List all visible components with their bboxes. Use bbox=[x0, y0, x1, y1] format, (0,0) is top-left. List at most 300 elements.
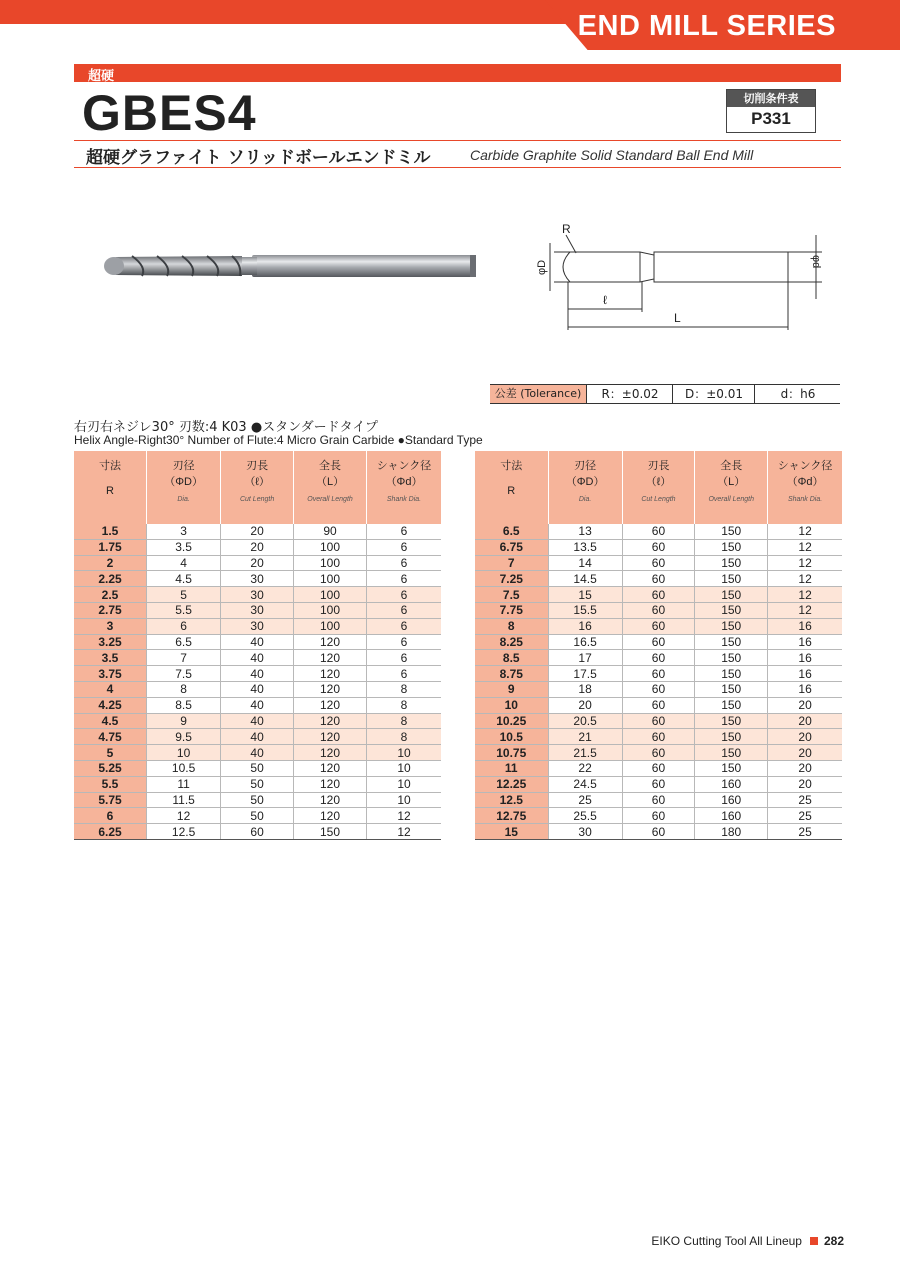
tool-photo bbox=[102, 245, 480, 289]
column-header-symbol: （L） bbox=[315, 476, 345, 488]
cell-cut-length: 60 bbox=[622, 571, 695, 587]
table-row bbox=[74, 808, 441, 824]
cell-dia: 9 bbox=[146, 713, 220, 729]
table-row bbox=[74, 697, 441, 713]
cell-overall-length: 180 bbox=[695, 824, 768, 840]
cell-overall-length: 100 bbox=[293, 571, 366, 587]
table-row bbox=[475, 650, 842, 666]
table-row bbox=[475, 634, 842, 650]
tool-shank bbox=[252, 255, 474, 277]
cell-dia: 16 bbox=[548, 618, 622, 634]
column-header bbox=[293, 451, 366, 524]
cell-overall-length: 120 bbox=[293, 650, 366, 666]
table-row bbox=[74, 792, 441, 808]
cell-cut-length: 60 bbox=[622, 555, 695, 571]
table-row bbox=[74, 555, 441, 571]
footer bbox=[651, 1234, 844, 1248]
cell-dia: 24.5 bbox=[548, 776, 622, 792]
cell-r: 10.75 bbox=[475, 745, 548, 761]
cell-shank-dia: 20 bbox=[768, 760, 842, 776]
cell-cut-length: 40 bbox=[221, 713, 294, 729]
cell-cut-length: 60 bbox=[622, 792, 695, 808]
cell-r: 4 bbox=[74, 681, 146, 697]
product-name-en: Carbide Graphite Solid Standard Ball End Mill bbox=[470, 147, 754, 163]
cell-overall-length: 100 bbox=[293, 618, 366, 634]
kind-bar bbox=[74, 64, 841, 82]
cell-overall-length: 120 bbox=[293, 634, 366, 650]
cell-dia: 17 bbox=[548, 650, 622, 666]
column-header-en: Overall Length bbox=[307, 496, 353, 503]
cell-dia: 21.5 bbox=[548, 745, 622, 761]
cell-overall-length: 120 bbox=[293, 792, 366, 808]
cell-dia: 25.5 bbox=[548, 808, 622, 824]
cell-overall-length: 120 bbox=[293, 760, 366, 776]
cell-cut-length: 60 bbox=[622, 745, 695, 761]
size-table-left bbox=[74, 451, 441, 840]
column-header-jp: 刃長 bbox=[246, 460, 269, 472]
column-header bbox=[768, 451, 842, 524]
cell-shank-dia: 12 bbox=[367, 808, 441, 824]
cell-r: 11 bbox=[475, 760, 548, 776]
cell-overall-length: 120 bbox=[293, 776, 366, 792]
cell-r: 3.5 bbox=[74, 650, 146, 666]
cell-shank-dia: 6 bbox=[367, 539, 441, 555]
column-header-jp: 刃径 bbox=[172, 460, 195, 472]
column-header-symbol: （L） bbox=[717, 476, 746, 488]
table-row bbox=[74, 539, 441, 555]
cell-cut-length: 40 bbox=[221, 729, 294, 745]
column-header-symbol: R bbox=[507, 485, 516, 497]
cell-r: 9 bbox=[475, 681, 548, 697]
cell-dia: 3 bbox=[146, 524, 220, 539]
table-row bbox=[475, 666, 842, 682]
cell-shank-dia: 10 bbox=[367, 760, 441, 776]
column-header bbox=[367, 451, 441, 524]
cell-cut-length: 60 bbox=[622, 681, 695, 697]
table-row bbox=[475, 776, 842, 792]
cell-cut-length: 30 bbox=[221, 618, 294, 634]
cell-dia: 12 bbox=[146, 808, 220, 824]
cell-dia: 20.5 bbox=[548, 713, 622, 729]
column-header-en: Shank Dia. bbox=[386, 496, 422, 503]
column-header-jp: シャンク径 bbox=[376, 460, 432, 472]
cell-dia: 16.5 bbox=[548, 634, 622, 650]
cell-shank-dia: 6 bbox=[367, 524, 441, 539]
cell-dia: 25 bbox=[548, 792, 622, 808]
column-header bbox=[74, 451, 146, 524]
cell-r: 7 bbox=[475, 555, 548, 571]
column-header-symbol: （ΦD） bbox=[565, 476, 605, 488]
cell-dia: 7.5 bbox=[146, 666, 220, 682]
cell-cut-length: 20 bbox=[221, 524, 294, 539]
cell-shank-dia: 6 bbox=[367, 587, 441, 603]
cell-r: 8.5 bbox=[475, 650, 548, 666]
cell-cut-length: 30 bbox=[221, 602, 294, 618]
cell-cut-length: 50 bbox=[221, 760, 294, 776]
table-row bbox=[74, 760, 441, 776]
cutting-condition-label: 切削条件表 bbox=[727, 90, 815, 107]
column-header bbox=[221, 451, 294, 524]
diagram-label-phi-d-lower: φd bbox=[810, 255, 822, 269]
cell-overall-length: 150 bbox=[695, 587, 768, 603]
cell-dia: 3.5 bbox=[146, 539, 220, 555]
cell-dia: 12.5 bbox=[146, 824, 220, 840]
table-row bbox=[74, 571, 441, 587]
cell-shank-dia: 25 bbox=[768, 824, 842, 840]
cell-dia: 14.5 bbox=[548, 571, 622, 587]
table-row bbox=[74, 745, 441, 761]
cell-overall-length: 160 bbox=[695, 776, 768, 792]
cell-cut-length: 60 bbox=[622, 634, 695, 650]
tool-ball-tip bbox=[104, 257, 124, 275]
cell-r: 5.5 bbox=[74, 776, 146, 792]
cell-overall-length: 150 bbox=[695, 634, 768, 650]
cell-overall-length: 150 bbox=[695, 618, 768, 634]
cell-overall-length: 150 bbox=[695, 571, 768, 587]
cell-shank-dia: 16 bbox=[768, 618, 842, 634]
table-row bbox=[475, 808, 842, 824]
cell-r: 8 bbox=[475, 618, 548, 634]
cell-r: 2.25 bbox=[74, 571, 146, 587]
cell-cut-length: 20 bbox=[221, 539, 294, 555]
cell-shank-dia: 8 bbox=[367, 681, 441, 697]
table-row bbox=[475, 697, 842, 713]
product-name-jp: 超硬グラファイト ソリッドボールエンドミル bbox=[86, 148, 431, 168]
column-header-symbol: （Φd） bbox=[786, 476, 824, 488]
column-header-en: Dia. bbox=[578, 496, 592, 503]
cell-shank-dia: 12 bbox=[367, 824, 441, 840]
table-row bbox=[74, 729, 441, 745]
diagram-label-phi-d-upper: φD bbox=[536, 259, 548, 275]
cell-dia: 10 bbox=[146, 745, 220, 761]
cell-overall-length: 100 bbox=[293, 539, 366, 555]
cell-cut-length: 60 bbox=[622, 587, 695, 603]
cell-dia: 13 bbox=[548, 524, 622, 539]
table-row bbox=[475, 524, 842, 539]
cell-r: 10.25 bbox=[475, 713, 548, 729]
table-header-row bbox=[475, 451, 842, 524]
cell-shank-dia: 8 bbox=[367, 729, 441, 745]
cell-overall-length: 150 bbox=[293, 824, 366, 840]
diagram-label-l-small: ℓ bbox=[603, 293, 607, 307]
cell-overall-length: 90 bbox=[293, 524, 366, 539]
column-header-symbol: （ℓ） bbox=[645, 476, 672, 488]
cell-cut-length: 60 bbox=[622, 666, 695, 682]
cell-overall-length: 100 bbox=[293, 587, 366, 603]
cell-shank-dia: 16 bbox=[768, 650, 842, 666]
column-header bbox=[475, 451, 548, 524]
cell-r: 6.5 bbox=[475, 524, 548, 539]
cell-dia: 15.5 bbox=[548, 602, 622, 618]
cell-r: 3 bbox=[74, 618, 146, 634]
cell-dia: 8.5 bbox=[146, 697, 220, 713]
cell-r: 7.75 bbox=[475, 602, 548, 618]
tolerance-r: R：±0.02 bbox=[586, 385, 673, 403]
table-row bbox=[74, 650, 441, 666]
cell-cut-length: 50 bbox=[221, 776, 294, 792]
cell-shank-dia: 12 bbox=[768, 602, 842, 618]
table-row bbox=[475, 824, 842, 840]
cell-dia: 15 bbox=[548, 587, 622, 603]
cell-r: 2 bbox=[74, 555, 146, 571]
tool-flute-body bbox=[110, 256, 242, 276]
cell-overall-length: 120 bbox=[293, 713, 366, 729]
table-row bbox=[74, 824, 441, 840]
cell-r: 4.5 bbox=[74, 713, 146, 729]
cell-r: 5.25 bbox=[74, 760, 146, 776]
diagram-label-r: R bbox=[562, 222, 571, 236]
cell-shank-dia: 12 bbox=[768, 571, 842, 587]
cell-dia: 17.5 bbox=[548, 666, 622, 682]
cell-dia: 8 bbox=[146, 681, 220, 697]
cell-cut-length: 40 bbox=[221, 666, 294, 682]
cell-overall-length: 150 bbox=[695, 539, 768, 555]
cell-cut-length: 60 bbox=[622, 650, 695, 666]
diagram-shank-outline bbox=[654, 252, 788, 282]
cell-overall-length: 150 bbox=[695, 729, 768, 745]
cell-shank-dia: 6 bbox=[367, 650, 441, 666]
table-row bbox=[475, 713, 842, 729]
cell-r: 2.5 bbox=[74, 587, 146, 603]
cell-cut-length: 60 bbox=[622, 760, 695, 776]
cell-shank-dia: 6 bbox=[367, 666, 441, 682]
cell-shank-dia: 6 bbox=[367, 634, 441, 650]
cell-cut-length: 50 bbox=[221, 792, 294, 808]
cell-dia: 5.5 bbox=[146, 602, 220, 618]
cell-cut-length: 40 bbox=[221, 681, 294, 697]
cell-cut-length: 60 bbox=[622, 824, 695, 840]
cell-overall-length: 160 bbox=[695, 808, 768, 824]
cell-shank-dia: 6 bbox=[367, 555, 441, 571]
cell-cut-length: 60 bbox=[622, 776, 695, 792]
cell-shank-dia: 12 bbox=[768, 539, 842, 555]
table-row bbox=[475, 729, 842, 745]
cell-shank-dia: 6 bbox=[367, 602, 441, 618]
column-header-jp: 全長 bbox=[720, 460, 743, 472]
cell-shank-dia: 20 bbox=[768, 776, 842, 792]
cell-cut-length: 40 bbox=[221, 634, 294, 650]
cell-shank-dia: 16 bbox=[768, 681, 842, 697]
cell-dia: 20 bbox=[548, 697, 622, 713]
cutting-condition-ref[interactable] bbox=[726, 89, 816, 133]
column-header-symbol: （Φd） bbox=[385, 476, 423, 488]
footer-square-icon bbox=[810, 1237, 818, 1245]
table-row bbox=[74, 634, 441, 650]
cell-cut-length: 60 bbox=[622, 808, 695, 824]
cell-shank-dia: 25 bbox=[768, 808, 842, 824]
cell-dia: 22 bbox=[548, 760, 622, 776]
cell-shank-dia: 6 bbox=[367, 618, 441, 634]
column-header bbox=[548, 451, 622, 524]
table-row bbox=[74, 713, 441, 729]
cell-overall-length: 120 bbox=[293, 745, 366, 761]
table-row bbox=[475, 792, 842, 808]
column-header-symbol: R bbox=[106, 485, 114, 497]
cell-shank-dia: 10 bbox=[367, 745, 441, 761]
cell-cut-length: 40 bbox=[221, 697, 294, 713]
cell-r: 8.25 bbox=[475, 634, 548, 650]
cell-shank-dia: 12 bbox=[768, 587, 842, 603]
column-header bbox=[695, 451, 768, 524]
cell-dia: 4.5 bbox=[146, 571, 220, 587]
cell-overall-length: 150 bbox=[695, 681, 768, 697]
cell-overall-length: 150 bbox=[695, 760, 768, 776]
table-row bbox=[74, 602, 441, 618]
cell-r: 12.5 bbox=[475, 792, 548, 808]
cell-dia: 11 bbox=[146, 776, 220, 792]
cell-cut-length: 20 bbox=[221, 555, 294, 571]
cell-shank-dia: 20 bbox=[768, 745, 842, 761]
column-header-jp: シャンク径 bbox=[777, 460, 833, 472]
table-row bbox=[475, 587, 842, 603]
tolerance-bar bbox=[490, 384, 840, 404]
cell-overall-length: 120 bbox=[293, 808, 366, 824]
cell-dia: 6.5 bbox=[146, 634, 220, 650]
cell-dia: 10.5 bbox=[146, 760, 220, 776]
cell-r: 10 bbox=[475, 697, 548, 713]
cell-dia: 18 bbox=[548, 681, 622, 697]
cell-overall-length: 100 bbox=[293, 555, 366, 571]
footer-text: EIKO Cutting Tool All Lineup bbox=[651, 1234, 802, 1248]
cell-r: 4.75 bbox=[74, 729, 146, 745]
cell-cut-length: 30 bbox=[221, 587, 294, 603]
cell-cut-length: 60 bbox=[622, 713, 695, 729]
cell-cut-length: 40 bbox=[221, 745, 294, 761]
tolerance-d-upper: D：±0.01 bbox=[672, 385, 755, 403]
cell-shank-dia: 8 bbox=[367, 713, 441, 729]
cell-dia: 4 bbox=[146, 555, 220, 571]
cell-cut-length: 60 bbox=[622, 729, 695, 745]
cell-dia: 21 bbox=[548, 729, 622, 745]
column-header-symbol: （ΦD） bbox=[164, 476, 203, 488]
column-header bbox=[146, 451, 220, 524]
cell-r: 2.75 bbox=[74, 602, 146, 618]
cell-r: 6.25 bbox=[74, 824, 146, 840]
cell-dia: 7 bbox=[146, 650, 220, 666]
cell-r: 4.25 bbox=[74, 697, 146, 713]
cell-overall-length: 150 bbox=[695, 697, 768, 713]
tool-shank-end bbox=[470, 255, 476, 277]
table-row bbox=[475, 571, 842, 587]
cell-overall-length: 150 bbox=[695, 666, 768, 682]
tolerance-label: 公差 (Tolerance) bbox=[490, 385, 586, 403]
cell-cut-length: 60 bbox=[622, 524, 695, 539]
cell-r: 1.5 bbox=[74, 524, 146, 539]
table-row bbox=[74, 666, 441, 682]
column-header-jp: 全長 bbox=[319, 460, 342, 472]
cell-overall-length: 120 bbox=[293, 697, 366, 713]
series-title: END MILL SERIES bbox=[577, 10, 836, 42]
cell-overall-length: 150 bbox=[695, 713, 768, 729]
cell-cut-length: 40 bbox=[221, 650, 294, 666]
cell-shank-dia: 25 bbox=[768, 792, 842, 808]
table-row bbox=[475, 745, 842, 761]
column-header-symbol: （ℓ） bbox=[244, 476, 270, 488]
column-header-en: Overall Length bbox=[708, 496, 754, 503]
diagram-r-leader bbox=[566, 235, 576, 253]
cell-r: 7.25 bbox=[475, 571, 548, 587]
column-header-jp: 寸法 bbox=[98, 460, 121, 472]
cell-dia: 5 bbox=[146, 587, 220, 603]
cell-overall-length: 150 bbox=[695, 745, 768, 761]
cell-r: 7.5 bbox=[475, 587, 548, 603]
dimension-diagram bbox=[528, 215, 830, 335]
cell-r: 12.75 bbox=[475, 808, 548, 824]
cell-overall-length: 150 bbox=[695, 555, 768, 571]
cell-r: 3.75 bbox=[74, 666, 146, 682]
column-header-jp: 刃径 bbox=[574, 460, 597, 472]
table-row bbox=[74, 681, 441, 697]
cell-dia: 11.5 bbox=[146, 792, 220, 808]
page-number: 282 bbox=[823, 1234, 844, 1248]
cell-shank-dia: 16 bbox=[768, 634, 842, 650]
cell-r: 12.25 bbox=[475, 776, 548, 792]
cell-r: 8.75 bbox=[475, 666, 548, 682]
cell-shank-dia: 12 bbox=[768, 524, 842, 539]
column-header-en: Dia. bbox=[177, 496, 190, 503]
cell-shank-dia: 20 bbox=[768, 713, 842, 729]
column-header-en: Shank Dia. bbox=[787, 496, 823, 503]
cutting-condition-page: P331 bbox=[751, 109, 791, 128]
column-header-jp: 刃長 bbox=[647, 460, 670, 472]
cell-r: 6 bbox=[74, 808, 146, 824]
cell-overall-length: 150 bbox=[695, 650, 768, 666]
cell-r: 6.75 bbox=[475, 539, 548, 555]
tolerance-d-lower: d：h6 bbox=[754, 385, 841, 403]
diagram-label-l-large: L bbox=[674, 311, 681, 325]
cell-dia: 9.5 bbox=[146, 729, 220, 745]
cell-r: 1.75 bbox=[74, 539, 146, 555]
cell-overall-length: 100 bbox=[293, 602, 366, 618]
cell-overall-length: 150 bbox=[695, 602, 768, 618]
cell-cut-length: 50 bbox=[221, 808, 294, 824]
table-row bbox=[74, 524, 441, 539]
cell-dia: 30 bbox=[548, 824, 622, 840]
cell-cut-length: 60 bbox=[622, 539, 695, 555]
table-row bbox=[74, 587, 441, 603]
cell-shank-dia: 6 bbox=[367, 571, 441, 587]
cell-cut-length: 60 bbox=[622, 602, 695, 618]
table-row bbox=[475, 681, 842, 697]
specs-jp: 右刃右ネジレ30° 刃数:4 K03 ●スタンダードタイプ bbox=[74, 420, 379, 435]
cell-overall-length: 150 bbox=[695, 524, 768, 539]
cell-r: 10.5 bbox=[475, 729, 548, 745]
table-row bbox=[475, 760, 842, 776]
cell-shank-dia: 20 bbox=[768, 729, 842, 745]
cell-overall-length: 120 bbox=[293, 666, 366, 682]
column-header-en: Cut Length bbox=[641, 496, 676, 503]
size-table-right bbox=[475, 451, 842, 840]
cell-shank-dia: 10 bbox=[367, 792, 441, 808]
model-name: GBES4 bbox=[82, 85, 257, 141]
cell-shank-dia: 20 bbox=[768, 697, 842, 713]
table-row bbox=[475, 539, 842, 555]
cell-shank-dia: 10 bbox=[367, 776, 441, 792]
cell-r: 3.25 bbox=[74, 634, 146, 650]
table-row bbox=[74, 618, 441, 634]
table-row bbox=[475, 618, 842, 634]
cell-overall-length: 120 bbox=[293, 681, 366, 697]
cell-overall-length: 120 bbox=[293, 729, 366, 745]
cell-shank-dia: 16 bbox=[768, 666, 842, 682]
column-header-jp: 寸法 bbox=[500, 460, 523, 472]
table-header-row bbox=[74, 451, 441, 524]
cell-shank-dia: 8 bbox=[367, 697, 441, 713]
cell-cut-length: 60 bbox=[622, 618, 695, 634]
specs-en: Helix Angle-Right30° Number of Flute:4 Micro Grain Carbide ●Standard Type bbox=[74, 433, 483, 447]
column-header bbox=[622, 451, 695, 524]
column-header-en: Cut Length bbox=[239, 496, 275, 503]
